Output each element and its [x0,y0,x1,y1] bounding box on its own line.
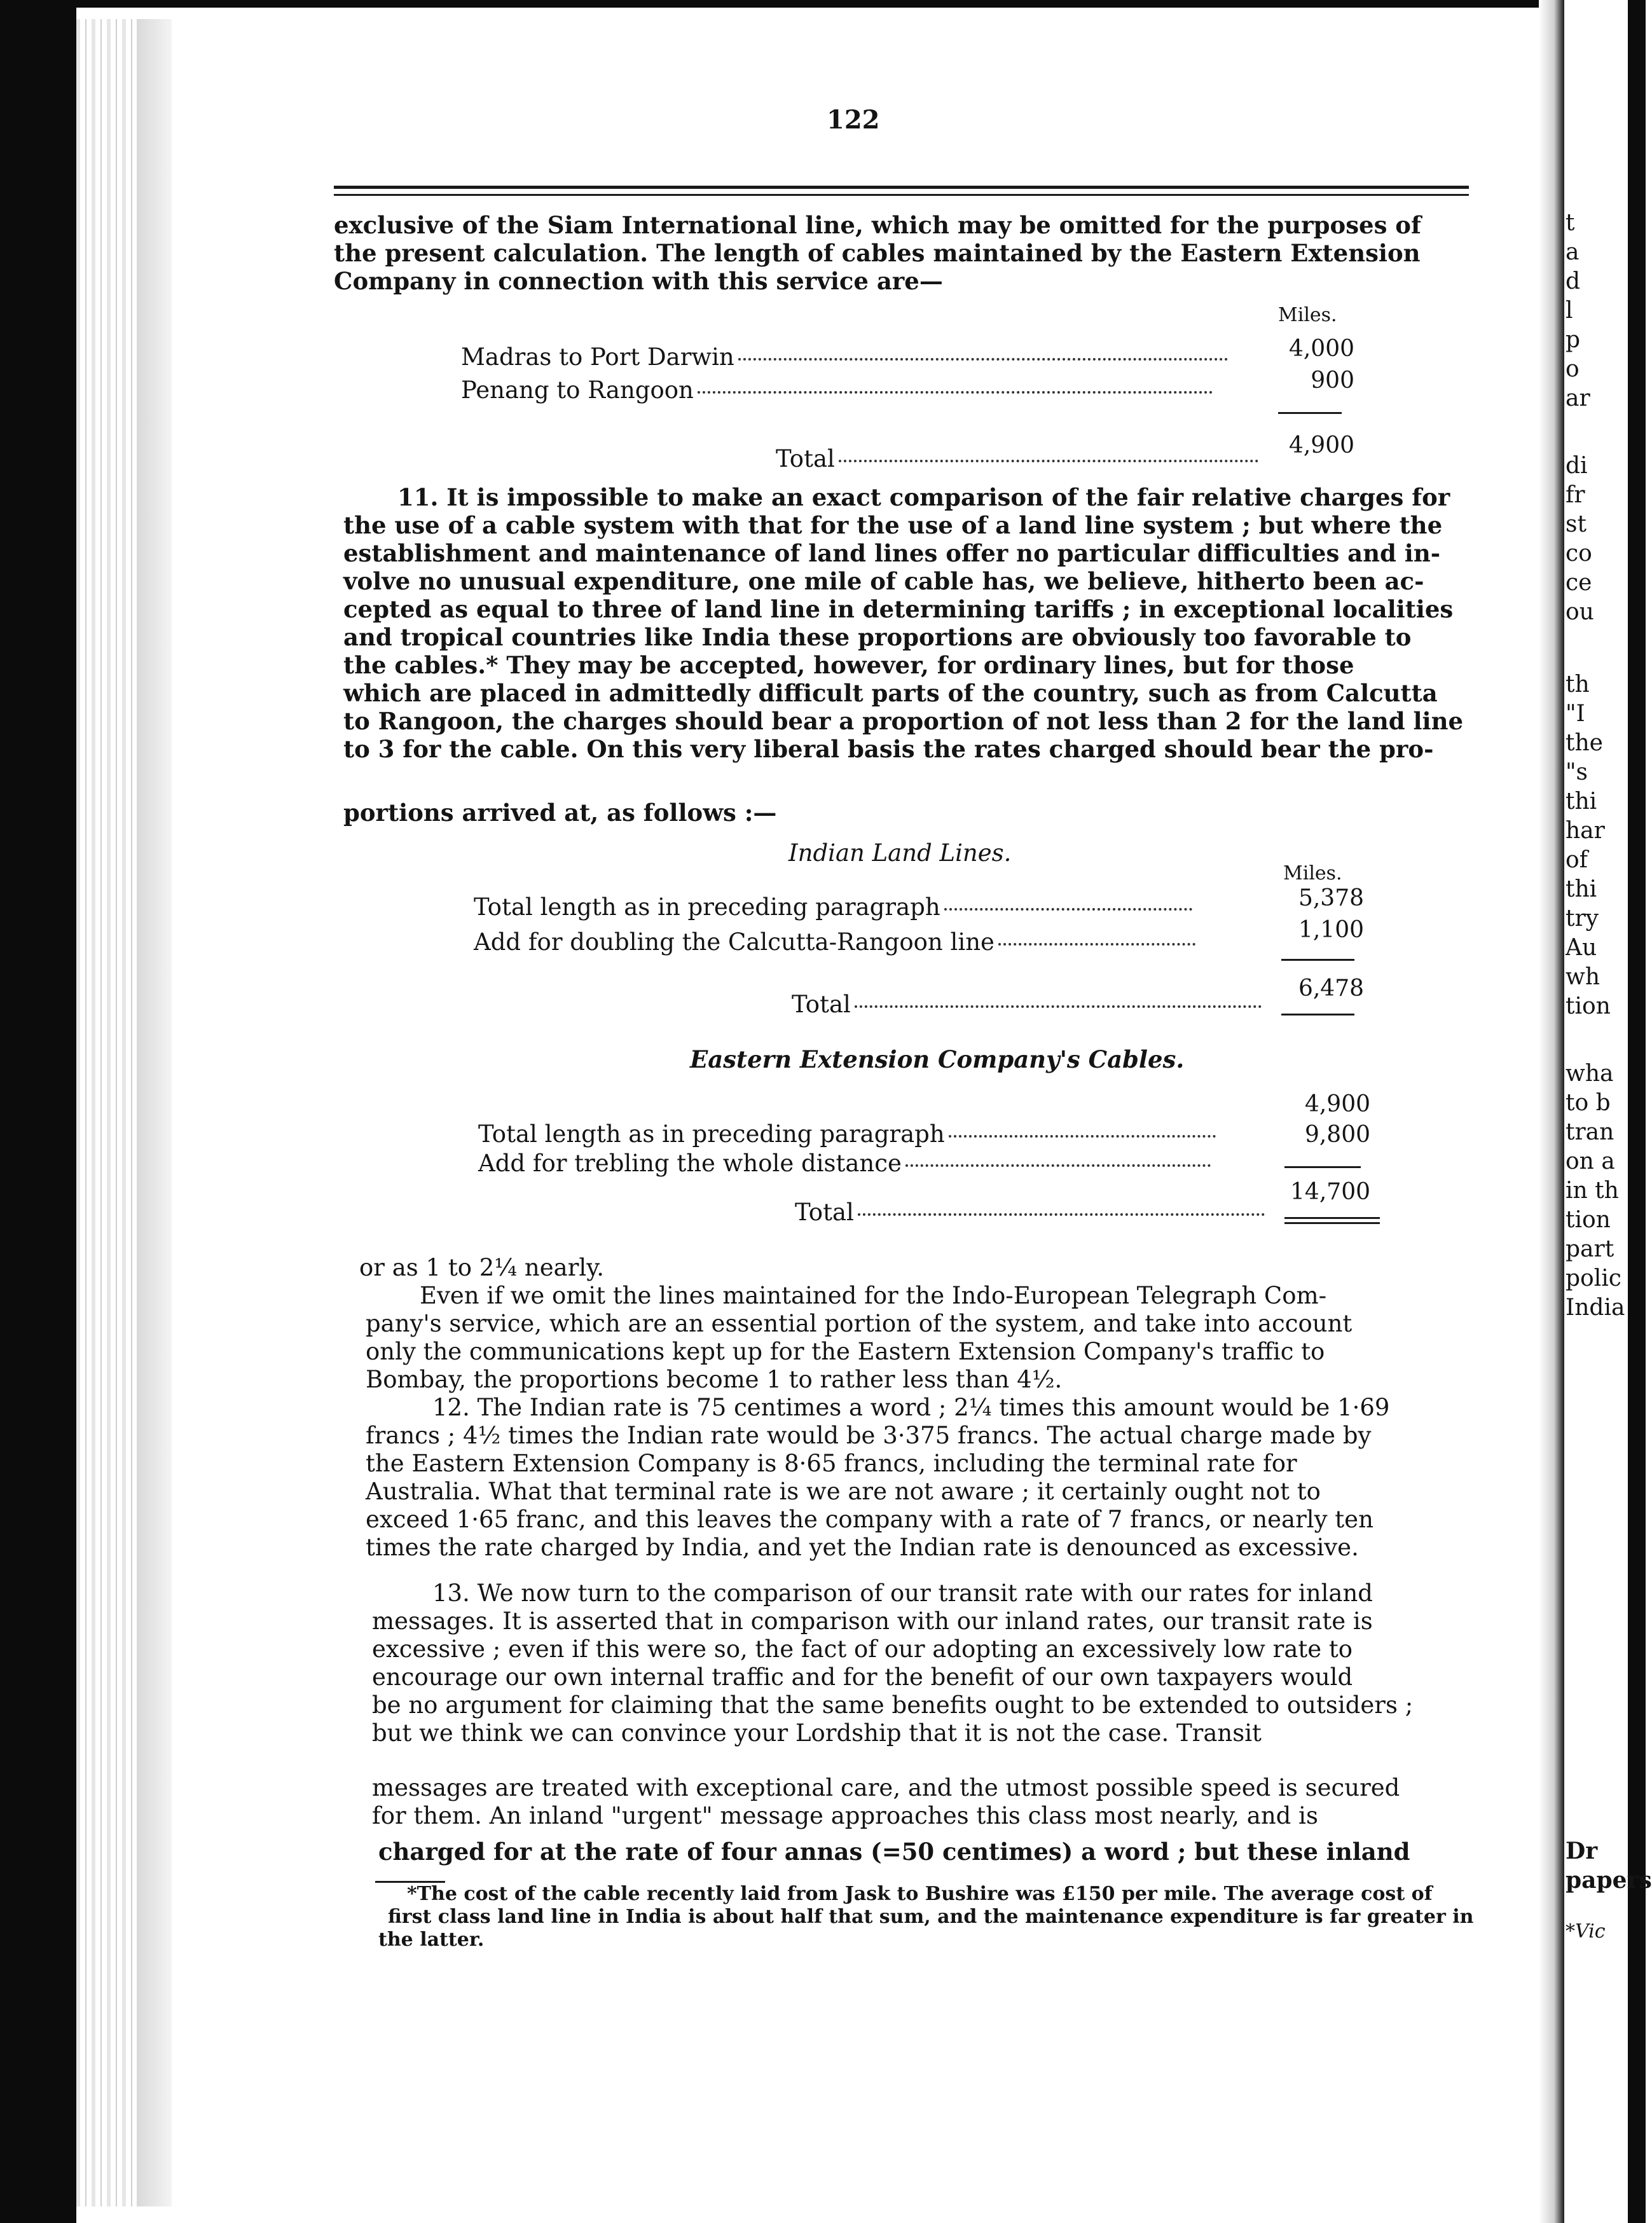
facing-fragment: papers [1566,1867,1652,1894]
para11-line: portions arrived at, as follows :— [343,799,777,827]
sum-rule [1281,959,1354,961]
facing-fragment: l [1566,298,1573,324]
land-lines-total-value: 6,478 [1298,975,1364,1001]
facing-fragment: to b [1566,1090,1611,1116]
body-line: 13. We now turn to the comparison of our transit rate with our rates for inland [432,1580,1373,1607]
book-gutter [1539,0,1564,2223]
facing-fragment: of [1566,847,1588,873]
header-double-rule [334,186,1469,196]
para11-line: establishment and maintenance of land lines offer no particular difficulties and in- [343,539,1441,567]
eastern-cables-total-value: 14,700 [1290,1179,1370,1205]
facing-fragment: o [1566,356,1580,382]
eastern-cables-row [478,1150,1215,1177]
sum-rule [1284,1217,1380,1219]
para11-line: 11. It is impossible to make an exact comparison of the fair relative charges for [397,483,1450,511]
para11-line: and tropical countries like India these proportions are obviously too favorable to [343,623,1412,651]
page-number: 122 [827,105,880,135]
facing-fragment: Dr [1566,1838,1598,1864]
land-lines-unit-header: Miles. [1283,862,1342,884]
leader-dots [855,1005,1262,1008]
sum-rule [1278,412,1342,414]
facing-fragment: ar [1566,385,1590,411]
facing-fragment: "s [1566,759,1588,785]
sum-rule [1284,1222,1380,1224]
facing-fragment: tion [1566,1207,1611,1233]
body-line: for them. An inland "urgent" message approaches this class most nearly, and is [372,1802,1318,1829]
cables-row-value: 4,000 [1288,336,1354,362]
body-line: messages. It is asserted that in comparison with our inland rates, our transit rate is [372,1607,1373,1635]
para11-line: cepted as equal to three of land line in determining tariffs ; in exceptional localities [343,595,1454,623]
facing-fragment: "I [1566,701,1585,727]
facing-fragment: part [1566,1236,1614,1262]
land-lines-row-value: 1,100 [1298,917,1364,943]
scan-top-border [76,0,1564,8]
land-lines-row [474,928,1199,956]
leader-dots [944,908,1192,911]
intro-line: the present calculation. The length of cables maintained by the Eastern Extension [334,239,1421,267]
body-line: messages are treated with exceptional care, and the utmost possible speed is secured [372,1774,1400,1801]
facing-fragment: tion [1566,993,1611,1019]
facing-fragment: Au [1566,935,1597,961]
body-line: but we think we can convince your Lordship that it is not the case. Transit [372,1719,1262,1747]
eastern-cables-row-label: Total length as in preceding paragraph [478,1120,945,1148]
facing-fragment: p [1566,327,1581,353]
footnote-line: the latter. [378,1929,485,1951]
page-stack-shadow [137,19,172,2206]
para11-line: to 3 for the cable. On this very liberal basis the rates charged should bear the pro- [343,735,1434,763]
leader-dots [858,1213,1265,1216]
facing-fragment: har [1566,818,1605,844]
land-lines-row-label: Add for doubling the Calcutta-Rangoon line [474,928,995,956]
footnote-line: *The cost of the cable recently laid from Jask to Bushire was £150 per mile. The average cost of [407,1883,1433,1905]
body-line: francs ; 4½ times the Indian rate would be 3·375 francs. The actual charge made by [366,1422,1372,1449]
eastern-cables-row-value: 4,900 [1304,1091,1370,1117]
land-lines-total-row [792,991,1265,1018]
sum-rule [1284,1166,1361,1168]
leader-dots [698,391,1213,394]
cables-unit-header: Miles. [1278,304,1337,326]
body-line: excessive ; even if this were so, the fact of our adopting an excessively low rate to [372,1635,1353,1663]
facing-fragment: thi [1566,876,1597,902]
body-line: encourage our own internal traffic and for the benefit of our own taxpayers would [372,1663,1353,1691]
body-line: 12. The Indian rate is 75 centimes a word ; 2¼ times this amount would be 1·69 [432,1394,1390,1421]
scan-left-border [0,0,76,2223]
leader-dots [998,943,1195,946]
facing-fragment: try [1566,905,1599,932]
facing-fragment: st [1566,511,1587,537]
land-lines-heading: Indian Land Lines. [788,839,1012,867]
cables-row-label: Penang to Rangoon [461,376,694,404]
leader-dots [738,358,1228,361]
facing-fragment: d [1566,268,1581,294]
facing-fragment: wha [1566,1061,1614,1087]
cables-total-value: 4,900 [1288,432,1354,458]
facing-fragment: thi [1566,788,1597,815]
facing-fragment: tran [1566,1119,1614,1145]
footnote-line: first class land line in India is about half that sum, and the maintenance expenditure is far greater in [388,1906,1474,1928]
leader-dots [839,460,1258,462]
leader-dots [949,1135,1216,1138]
facing-fragment: wh [1566,964,1600,990]
eastern-cables-heading: Eastern Extension Company's Cables. [690,1045,1185,1073]
facing-page-strip [1564,0,1652,2223]
body-line: the Eastern Extension Company is 8·65 francs, including the terminal rate for [366,1450,1297,1477]
leader-dots [905,1164,1211,1167]
facing-fragment: ou [1566,599,1594,625]
intro-line: exclusive of the Siam International line, which may be omitted for the purposes of [334,211,1421,239]
body-line: Australia. What that terminal rate is we are not aware ; it certainly ought not to [366,1478,1321,1505]
facing-fragment: the [1566,730,1603,756]
para11-line: volve no unusual expenditure, one mile of cable has, we believe, hitherto been ac- [343,567,1424,595]
facing-fragment: di [1566,453,1588,479]
facing-fragment: fr [1566,482,1585,508]
body-line: Even if we omit the lines maintained for the Indo-European Telegraph Com- [420,1282,1327,1309]
eastern-cables-row-value: 9,800 [1304,1122,1370,1148]
para11-line: the use of a cable system with that for the use of a land line system ; but where the [343,511,1443,539]
cables-row [461,343,1232,371]
body-line: be no argument for claiming that the same benefits ought to be extended to outsiders ; [372,1691,1414,1719]
sum-rule [1281,1014,1354,1015]
cables-total-row [776,445,1262,472]
land-lines-row-value: 5,378 [1298,885,1364,911]
para11-line: the cables.* They may be accepted, however, for ordinary lines, but for those [343,651,1354,679]
facing-fragment: polic [1566,1265,1621,1291]
intro-line: Company in connection with this service are— [334,267,943,295]
facing-fragment: on a [1566,1148,1615,1174]
cables-row-value: 900 [1311,368,1354,394]
eastern-cables-row [478,1120,1220,1148]
body-line: pany's service, which are an essential portion of the system, and take into account [366,1310,1353,1337]
para11-line: which are placed in admittedly difficult parts of the country, such as from Calcutta [343,679,1438,707]
body-line: or as 1 to 2¼ nearly. [359,1254,604,1281]
facing-fragment: t [1566,210,1575,236]
eastern-cables-row-label: Add for trebling the whole distance [478,1150,902,1177]
eastern-cables-total-row [795,1199,1269,1226]
facing-fragment: th [1566,671,1590,698]
eastern-cables-total-label: Total [795,1199,854,1226]
cables-row [461,376,1216,404]
body-line: exceed 1·65 franc, and this leaves the company with a rate of 7 francs, or nearly ten [366,1506,1373,1533]
facing-fragment: in th [1566,1178,1619,1204]
cables-total-label: Total [776,445,835,472]
body-line: times the rate charged by India, and yet the Indian rate is denounced as excessive. [366,1534,1359,1561]
facing-fragment: co [1566,540,1592,567]
facing-fragment: India [1566,1295,1625,1321]
facing-fragment: a [1566,239,1580,265]
para11-line: to Rangoon, the charges should bear a proportion of not less than 2 for the land line [343,707,1464,735]
land-lines-total-label: Total [792,991,851,1018]
land-lines-row-label: Total length as in preceding paragraph [474,893,940,921]
facing-fragment: *Vic [1566,1920,1606,1943]
body-line: only the communications kept up for the Eastern Extension Company's traffic to [366,1338,1325,1365]
body-line: Bombay, the proportions become 1 to rather less than 4½. [366,1366,1063,1393]
land-lines-row [474,893,1196,921]
facing-fragment: ce [1566,570,1592,596]
body-line: charged for at the rate of four annas (=50 centimes) a word ; but these inland [378,1838,1410,1866]
cables-row-label: Madras to Port Darwin [461,343,734,371]
